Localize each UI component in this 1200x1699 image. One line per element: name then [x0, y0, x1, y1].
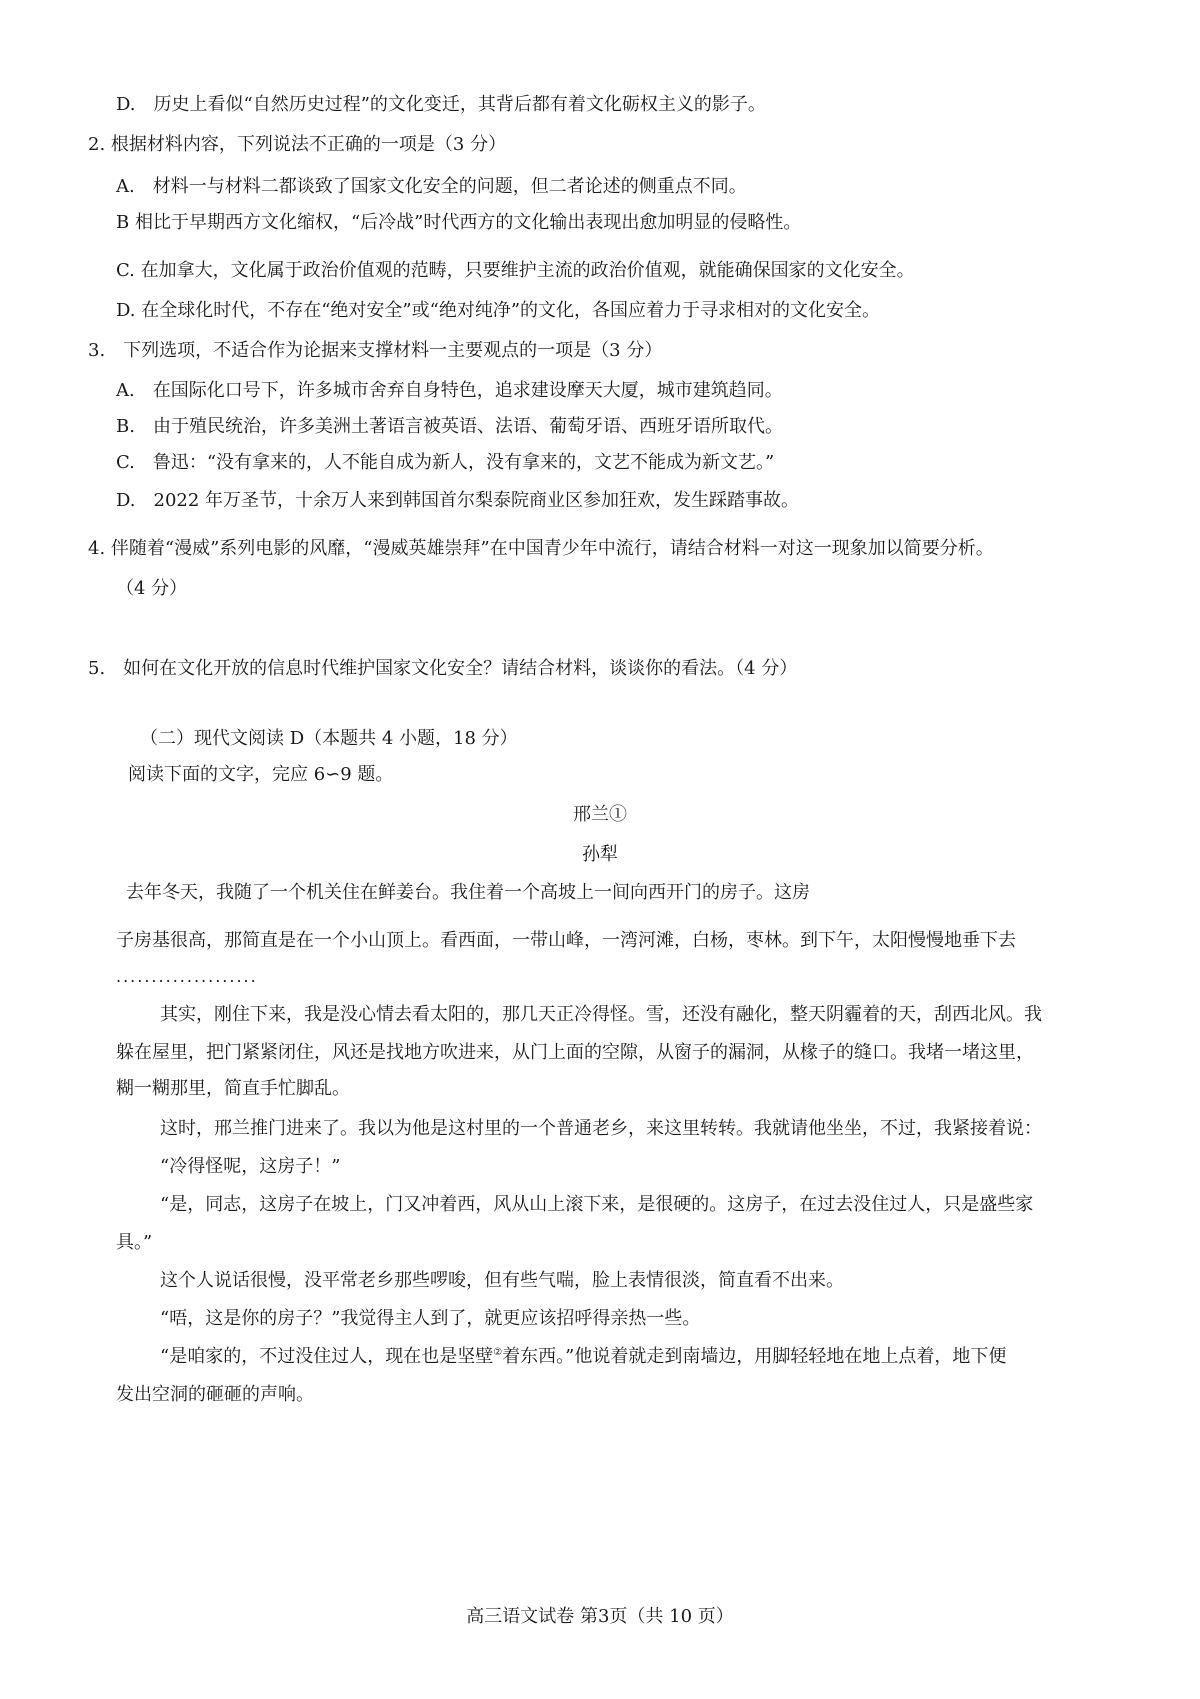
q3-option-d: D. 2022 年万圣节，十余万人来到韩国首尔梨泰院商业区参加狂欢，发生踩踏事故。	[116, 490, 800, 511]
paragraph-line: 这时，邢兰推门进来了。我以为他是这村里的一个普通老乡，来这里转转。我就请他坐坐，不过，我紧接着说：	[160, 1118, 1042, 1139]
ellipsis-dots: ....................	[116, 967, 258, 986]
q4-stem: 4. 伴随着“漫威”系列电影的风靡，“漫威英雄崇拜”在中国青少年中流行，请结合材料一对这一现象加以简要分析。	[88, 538, 994, 559]
story-title: 邢兰①	[573, 804, 627, 825]
q2-option-d: D. 在全球化时代，不存在“绝对安全”或“绝对纯净”的文化，各国应着力于寻求相对的文化安全。	[116, 300, 881, 321]
q1-option-d: D. 历史上看似“自然历史过程”的文化变迁，其背后都有着文化砺权主义的影子。	[116, 94, 766, 115]
paragraph-line: 其实，刚住下来，我是没心情去看太阳的，那几天正冷得怪。雪，还没有融化，整天阴霾着的天，刮西北风。我	[160, 1004, 1042, 1025]
q3-option-c: C. 鲁迅：“没有拿来的，人不能自成为新人，没有拿来的，文艺不能成为新文艺。”	[116, 452, 775, 473]
dialogue-line: “是，同志，这房子在坡上，门又冲着西，风从山上滚下来，是很硬的。这房子，在过去没住过人，只是盛些家	[160, 1194, 1034, 1215]
section2-instruction: 阅读下面的文字，完应 6∽9 题。	[128, 764, 394, 785]
paragraph-line: 去年冬天，我随了一个机关住在鲜姜台。我住着一个高坡上一间向西开门的房子。这房	[126, 882, 810, 903]
paragraph-line: 发出空洞的砸砸的声响。	[116, 1384, 314, 1405]
paragraph-line: 这个人说话很慢，没平常老乡那些啰唆，但有些气喘，脸上表情很淡，简直看不出来。	[160, 1270, 844, 1291]
q4-score: （4 分）	[116, 578, 188, 599]
paragraph-line: 糊一糊那里，简直手忙脚乱。	[116, 1078, 350, 1099]
q2-option-c: C. 在加拿大，文化属于政治价值观的范畴，只要维护主流的政治价值观，就能确保国家的文化安全。	[116, 260, 915, 281]
footnote-marker: ②	[493, 1347, 503, 1358]
dialogue-line: “唔，这是你的房子？”我觉得主人到了，就更应该招呼得亲热一些。	[160, 1308, 701, 1329]
page-footer: 高三语文试卷 第3页（共 10 页）	[466, 1606, 734, 1627]
q5-stem: 5. 如何在文化开放的信息时代维护国家文化安全？请结合材料，谈谈你的看法。（4 分）	[88, 658, 798, 679]
paragraph-line: 躲在屋里，把门紧紧闭住，风还是找地方吹进来，从门上面的空隙，从窗子的漏洞，从椽子的缝口。我堵一堵这里，	[116, 1042, 1034, 1063]
q3-option-b: B. 由于殖民统治，许多美洲土著语言被英语、法语、葡萄牙语、西班牙语所取代。	[116, 416, 783, 437]
q2-stem: 2. 根据材料内容，下列说法不正确的一项是（3 分）	[88, 134, 507, 155]
paragraph-line: 子房基很高，那简直是在一个小山顶上。看西面，一带山峰，一湾河滩，白杨，枣林。到下午，太阳慢慢地垂下去	[116, 930, 1016, 951]
paragraph-line: 具。”	[116, 1232, 153, 1253]
dialogue-text: “是咱家的，不过没住过人，现在也是坚壁	[160, 1346, 494, 1367]
q2-option-a: A. 材料一与材料二都谈致了国家文化安全的问题，但二者论述的侧重点不同。	[116, 176, 747, 197]
story-author: 孙犁	[582, 844, 618, 865]
section2-heading: （二）现代文阅读 D（本题共 4 小题，18 分）	[140, 728, 518, 749]
dialogue-line	[160, 1344, 1006, 1370]
q3-stem: 3. 下列选项，不适合作为论据来支撑材料一主要观点的一项是（3 分）	[88, 340, 663, 361]
q3-option-a: A. 在国际化口号下，许多城市舍弃自身特色，追求建设摩天大厦，城市建筑趋同。	[116, 380, 783, 401]
dialogue-text: 着东西。”他说着就走到南墙边，用脚轻轻地在地上点着，地下便	[502, 1346, 1007, 1367]
dialogue-line: “冷得怪呢，这房子！”	[160, 1156, 341, 1177]
q2-option-b: B 相比于早期西方文化缩权，“后冷战”时代西方的文化输出表现出愈加明显的侵略性。	[116, 212, 802, 233]
